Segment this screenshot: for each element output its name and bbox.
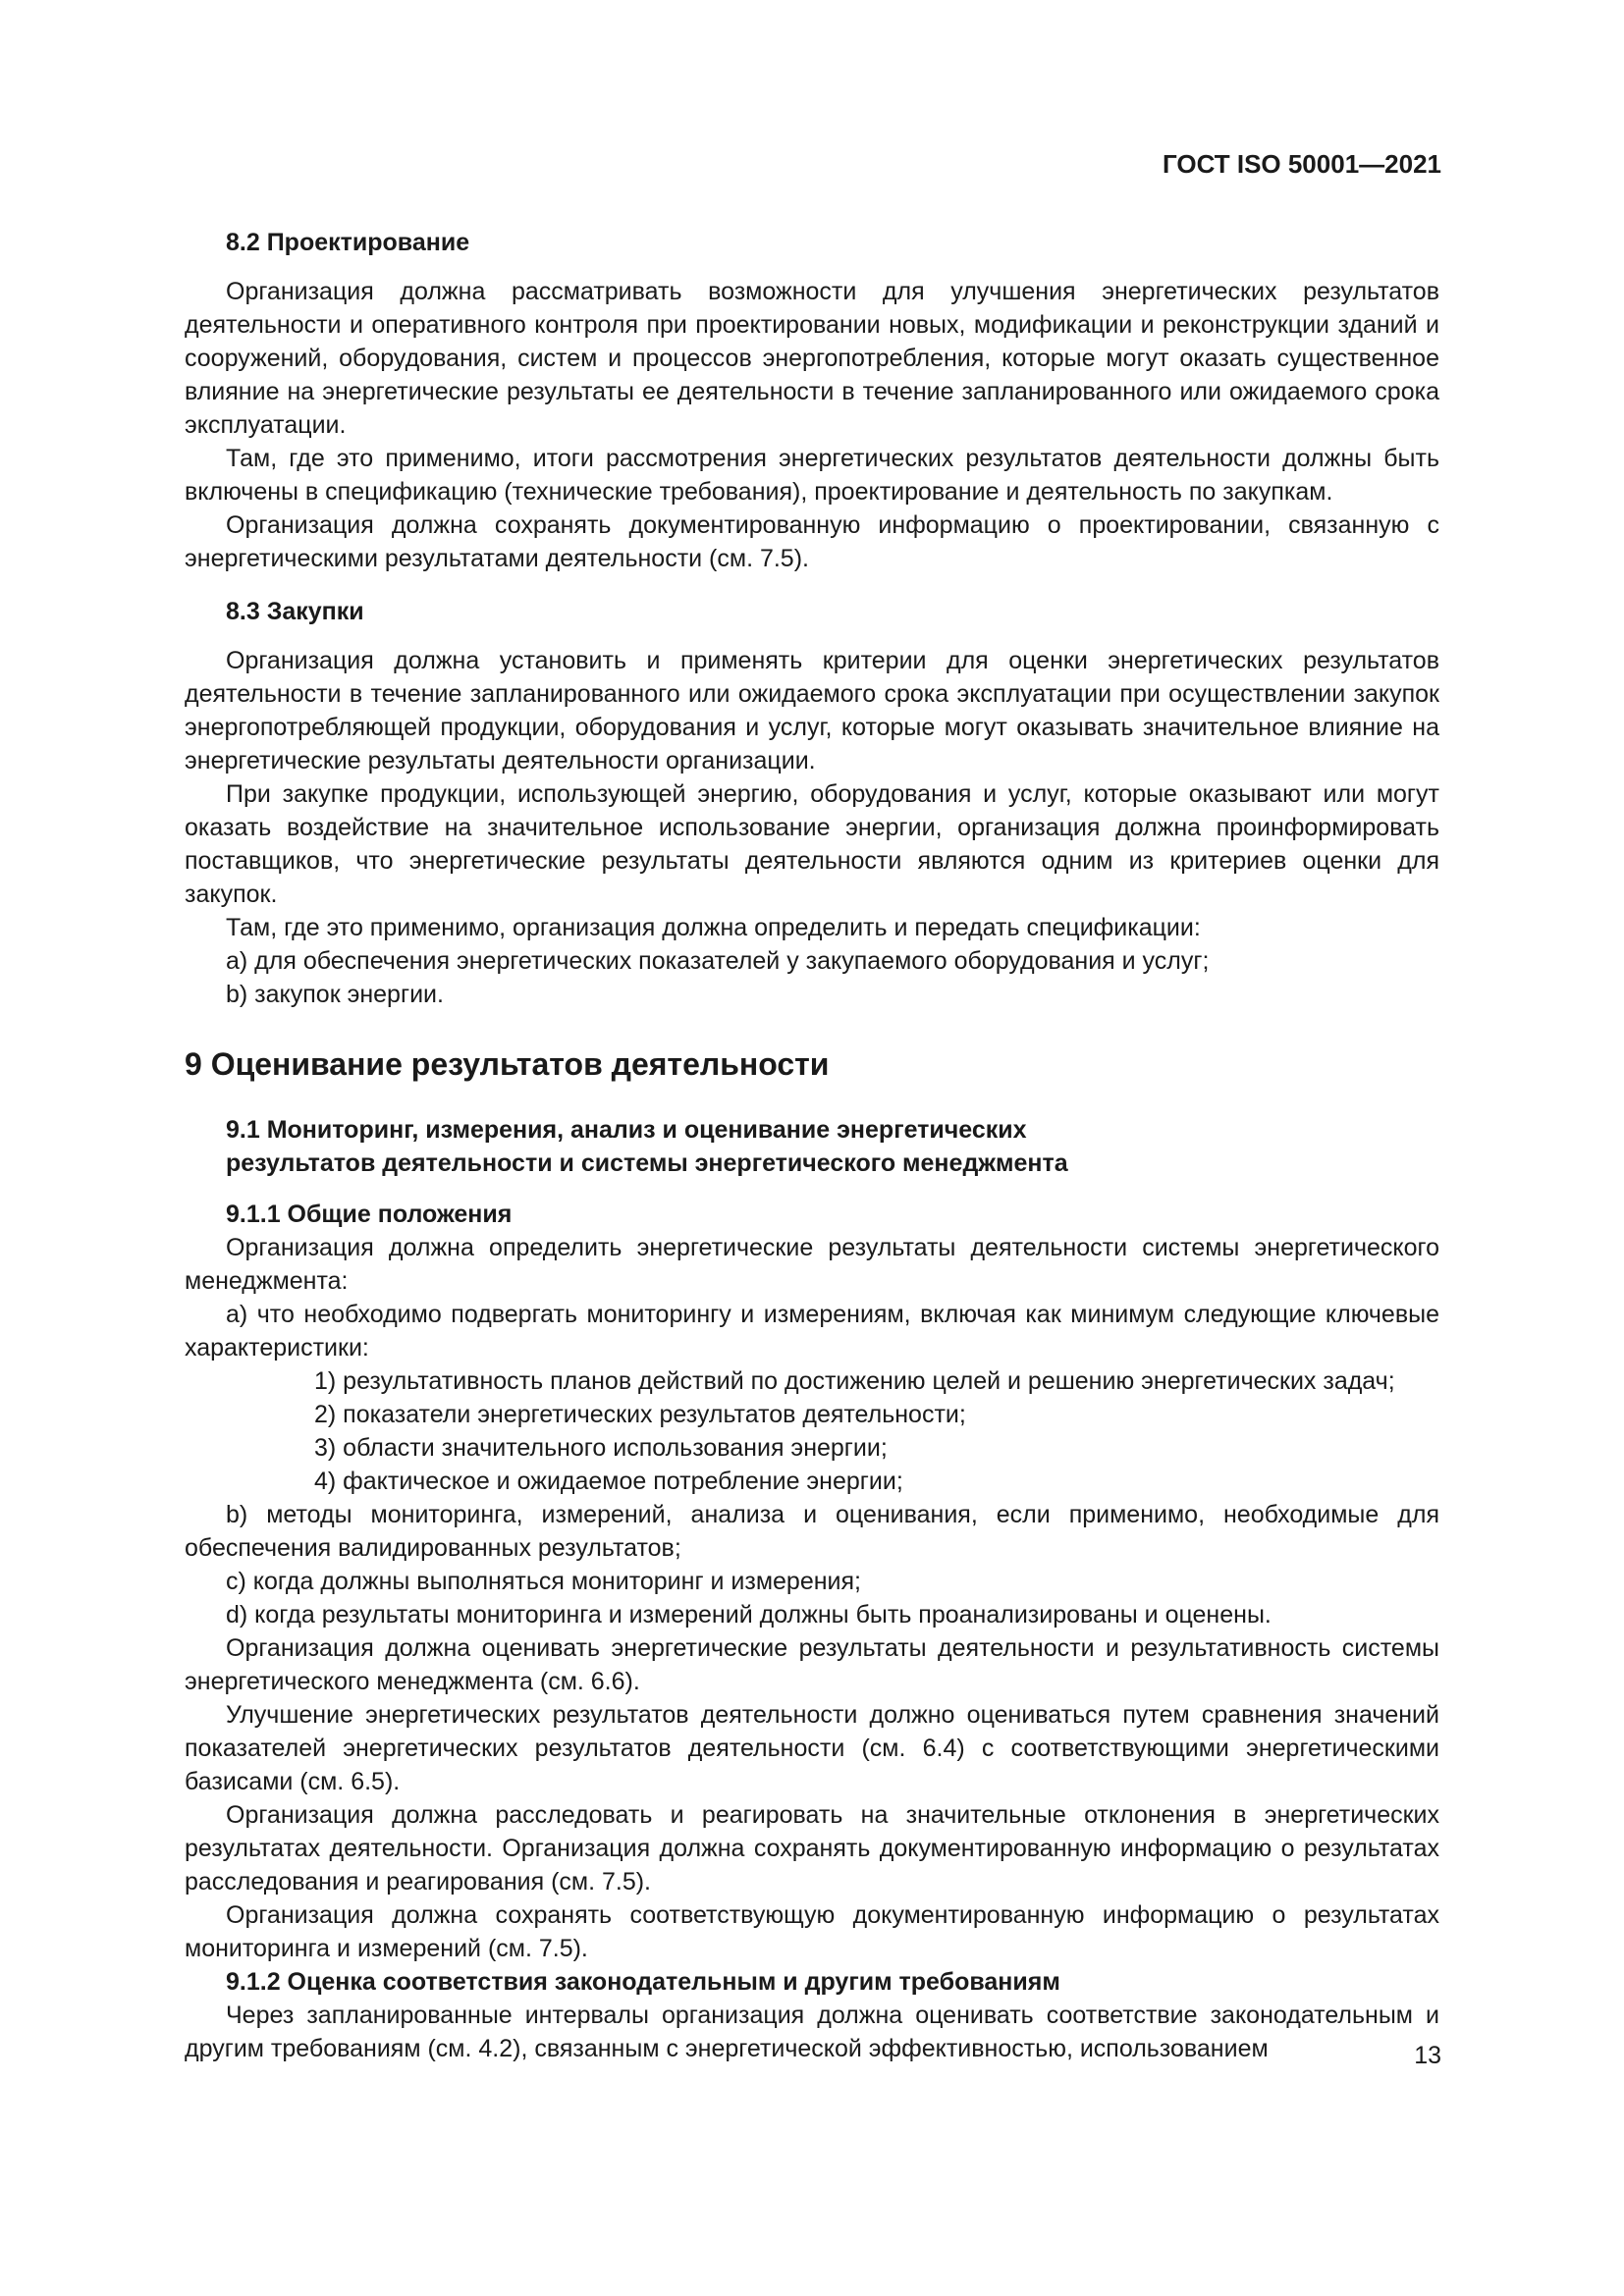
page-content — [185, 226, 1439, 2065]
paragraph: Там, где это применимо, итоги рассмотрения энергетических результатов деятельности должны быть включены в спецификацию (технические требования), проектирование и деятельность по закупкам. — [185, 445, 1439, 506]
page-number: 13 — [1414, 2042, 1441, 2069]
section-9-title: 9 Оценивание результатов деятельности — [185, 1046, 830, 1082]
section-9-1-1-title: 9.1.1 Общие положения — [226, 1201, 513, 1228]
list-item: а) что необходимо подвергать мониторингу и измерениям, включая как минимум следующие ключевые характеристики: — [185, 1301, 1439, 1362]
list-item: d) когда результаты мониторинга и измерений должны быть проанализированы и оценены. — [226, 1601, 1272, 1629]
paragraph: Организация должна рассматривать возможности для улучшения энергетических результатов деятельности и оперативного контроля при проектировании новых, модификации и реконструкции зданий и сооружений, оборудования, систем и процессов энергопотребления, которые могут оказать существенное влияние на энергетические результаты ее деятельности в течение запланированного или ожидаемого срока эксплуатации. — [185, 278, 1439, 439]
section-8-2-title: 8.2 Проектирование — [226, 229, 470, 256]
list-item: c) когда должны выполняться мониторинг и измерения; — [226, 1568, 861, 1595]
sub-list-item: 3) области значительного использования энергии; — [314, 1434, 888, 1462]
paragraph: Организация должна сохранять документированную информацию о проектировании, связанную с энергетическими результатами деятельности (см. 7.5). — [185, 511, 1439, 572]
paragraph: Организация должна сохранять соответствующую документированную информацию о результатах мониторинга и измерений (см. 7.5). — [185, 1901, 1439, 1962]
sub-list-item: 4) фактическое и ожидаемое потребление энергии; — [314, 1468, 903, 1495]
paragraph: Организация должна определить энергетические результаты деятельности системы энергетического менеджмента: — [185, 1234, 1439, 1295]
section-9-1-2-title: 9.1.2 Оценка соответствия законодательным и другим требованиям — [226, 1968, 1060, 1996]
paragraph: Там, где это применимо, организация должна определить и передать спецификации: — [226, 914, 1201, 941]
paragraph: Организация должна оценивать энергетические результаты деятельности и результативность системы энергетического менеджмента (см. 6.6). — [185, 1634, 1439, 1695]
paragraph: При закупке продукции, использующей энергию, оборудования и услуг, которые оказывают или могут оказать воздействие на значительное использование энергии, организация должна проинформировать поставщиков, что энергетические результаты деятельности являются одним из критериев оценки для закупок. — [185, 780, 1439, 908]
list-item: а) для обеспечения энергетических показателей у закупаемого оборудования и услуг; — [226, 947, 1210, 975]
section-9-1-title: 9.1 Мониторинг, измерения, анализ и оценивание энергетических результатов деятельности и системы энергетического менеджмента — [226, 1116, 1068, 1177]
sub-list-item: 1) результативность планов действий по достижению целей и решению энергетических задач; — [314, 1367, 1395, 1395]
paragraph: Организация должна расследовать и реагировать на значительные отклонения в энергетических результатах деятельности. Организация должна сохранять документированную информацию о результатах расследования и реагирования (см. 7.5). — [185, 1801, 1439, 1896]
list-item: b) методы мониторинга, измерений, анализа и оценивания, если применимо, необходимые для обеспечения валидированных результатов; — [185, 1501, 1439, 1562]
paragraph: Через запланированные интервалы организация должна оценивать соответствие законодательным и другим требованиям (см. 4.2), связанным с энергетической эффективностью, использованием — [185, 2002, 1439, 2062]
list-item: b) закупок энергии. — [226, 981, 444, 1008]
section-8-3-title: 8.3 Закупки — [226, 598, 364, 625]
document-header: ГОСТ ISO 50001—2021 — [1162, 149, 1441, 179]
paragraph: Организация должна установить и применять критерии для оценки энергетических результатов деятельности в течение запланированного или ожидаемого срока эксплуатации при осуществлении закупок энергопотребляющей продукции, оборудования и услуг, которые могут оказывать значительное влияние на энергетические результаты деятельности организации. — [185, 647, 1439, 774]
sub-list-item: 2) показатели энергетических результатов деятельности; — [314, 1401, 966, 1428]
paragraph: Улучшение энергетических результатов деятельности должно оцениваться путем сравнения значений показателей энергетических результатов деятельности (см. 6.4) с соответствующими энергетическими базисами (см. 6.5). — [185, 1701, 1439, 1795]
